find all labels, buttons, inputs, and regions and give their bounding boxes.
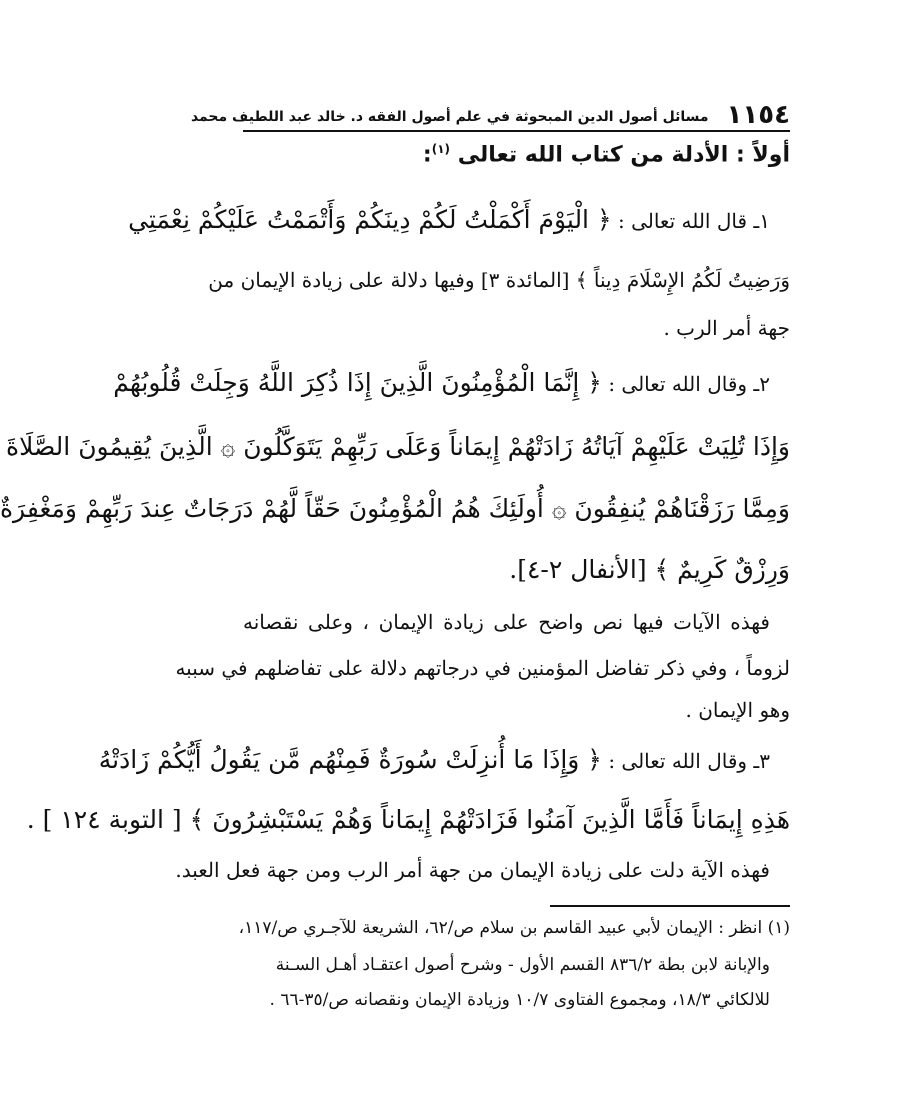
item-2-intro: ٢ـ وقال الله تعالى : [608,372,770,396]
running-title: مسائل أصول الدين المبحوثة في علم أصول الفقه د. خالد عبد اللطيف محمد [190,109,709,125]
footnote-line-2 [243,955,770,975]
page-header [190,100,790,132]
page-number: ١١٥٤ [726,100,790,130]
item-1-line-1 [128,205,770,234]
item-2-line-2 [5,432,790,461]
commentary-text-2: لزوماً ، وفي ذكر تفاضل المؤمنين في درجاتهم دلالة على تفاضلهم في سببه [175,656,790,680]
footnote-divider [550,905,790,907]
commentary-line-1 [243,610,770,634]
item-3-commentary: فهذه الآية دلت على زيادة الإيمان من جهة أمر الرب ومن جهة فعل العبد. [175,858,770,882]
item-2-verse-1: ﴿ إِنَّمَا الْمُؤْمِنُونَ الَّذِينَ إِذَا ذُكِرَ اللَّهُ وَجِلَتْ قُلُوبُهُمْ [113,368,602,397]
item-1-verse-1: ﴿ الْيَوْمَ أَكْمَلْتُ لَكُمْ دِينَكُمْ وَأَتْمَمْتُ عَلَيْكُمْ نِعْمَتِي [128,205,612,234]
commentary-text-3: وهو الإيمان . [685,698,790,722]
item-2-line-3 [0,494,790,523]
footnote-line-3 [243,990,770,1010]
footnote-text-3: للالكائي ١٨/٣، ومجموع الفتاوى ١٠/٧ وزيادة الإيمان ونقصانه ص/٣٥-٦٦ . [269,990,770,1010]
item-1-line-2 [208,268,790,292]
commentary-text-1: فهذه الآيات فيها نص واضح على زيادة الإيمان ، وعلى نقصانه [243,610,770,634]
item-3-verse-2: هَذِهِ إِيمَاناً فَأَمَّا الَّذِينَ آمَنُوا فَزَادَتْهُمْ إِيمَاناً وَهُمْ يَسْتَبْشِرُونَ ﴾ [ التوبة ١٢٤ ] . [26,805,790,834]
footnote-text-2: والإبانة لابن بطة ٨٣٦/٢ القسم الأول - وشرح أصول اعتقـاد أهـل السـنة [275,955,770,975]
section-heading [423,142,790,167]
item-1-verse-2: وَرَضِيتُ لَكُمُ الإِسْلَامَ دِيناً ﴾ [المائدة ٣] وفيها دلالة على زيادة الإيمان من [208,268,790,292]
item-2-line-4 [243,555,790,584]
item-3-line-1 [98,745,770,774]
commentary-line-2 [175,656,790,680]
item-3-line-2 [26,805,790,834]
item-3-verse-1: ﴿ وَإِذَا مَا أُنزِلَتْ سُورَةٌ فَمِنْهُم مَّن يَقُولُ أَيُّكُمْ زَادَتْهُ [98,745,602,774]
commentary-line-3 [243,698,790,722]
section-heading-text: أولاً : الأدلة من كتاب الله تعالى [457,142,790,168]
item-1-intro: ١ـ قال الله تعالى : [617,209,770,233]
item-2-verse-4: وَرِزْقٌ كَرِيمٌ ﴾ [الأنفال ٢-٤]. [509,555,790,584]
footnote-text-1: (١) انظر : الإيمان لأبي عبيد القاسم بن سلام ص/٦٢، الشريعة للآجـري ص/١١٧، [238,918,790,938]
item-2-verse-2: وَإِذَا تُلِيَتْ عَلَيْهِمْ آيَاتُهُ زَادَتْهُمْ إِيمَاناً وَعَلَى رَبِّهِمْ يَتَوَكَّلُونَ ۞ الَّذِينَ يُقِيمُونَ الصَّلَاةَ [5,432,790,461]
item-3-line-3 [175,858,770,882]
item-2-verse-3: وَمِمَّا رَزَقْنَاهُمْ يُنفِقُونَ ۞ أُولَئِكَ هُمُ الْمُؤْمِنُونَ حَقّاً لَّهُمْ دَرَجَاتٌ عِندَ رَبِّهِمْ وَمَغْفِرَةٌ [0,494,790,523]
section-heading-colon: : [422,142,432,168]
footnote-line-1 [238,918,790,938]
item-2-line-1 [113,368,770,397]
footnote-ref: (١) [431,142,451,156]
item-1-verse-3: جهة أمر الرب . [663,316,790,340]
item-3-intro: ٣ـ وقال الله تعالى : [608,749,770,773]
item-1-line-3 [243,316,790,340]
